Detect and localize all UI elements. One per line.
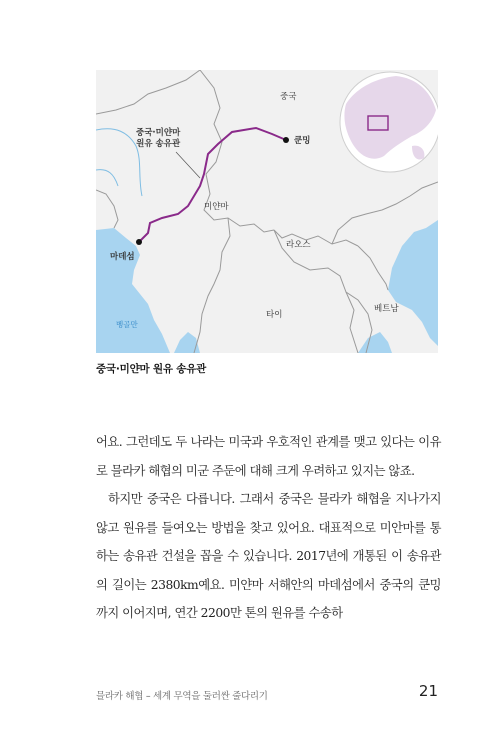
- label-myanmar: 미얀마: [204, 202, 229, 212]
- body-text: [96, 428, 441, 628]
- label-laos: 라오스: [286, 240, 311, 250]
- label-pipeline: 중국·미얀마 원유 송유관: [136, 128, 181, 149]
- label-bay-of-bengal: 벵골만: [116, 320, 138, 329]
- label-thailand: 타이: [266, 310, 283, 320]
- label-vietnam: 베트남: [374, 304, 399, 314]
- running-title: 믈라카 해협 – 세계 무역을 둘러싼 줄다리기: [96, 691, 268, 702]
- paragraph-2: 하지만 중국은 다릅니다. 그래서 중국은 믈라카 해협을 지나가지 않고 원유를 들여오는 방법을 찾고 있어요. 대표적으로 미안마를 통하는 송유관 건설을 꼽을 수 있습니다. 2017년에 개통된 이 송유관의 길이는 2380km예요. 미얀마 서해안의 마데섬에서 중국의 쿤밍까지 이어지며, 연간 2200만 톤의 원유를 수송하: [96, 492, 441, 620]
- map-figure: [96, 70, 438, 353]
- label-kyaukphyu: 마데섬: [110, 252, 135, 262]
- label-kunming: 쿤밍: [294, 136, 311, 146]
- kyaukphyu-marker: [136, 239, 142, 245]
- kunming-marker: [283, 137, 289, 143]
- page-number: 21: [418, 682, 438, 700]
- label-china: 중국: [280, 92, 297, 102]
- paragraph-1: 어요. 그런데도 두 나라는 미국과 우호적인 관계를 맺고 있다는 이유로 믈라카 해협의 미군 주둔에 대해 크게 우려하고 있지는 않죠.: [96, 435, 441, 478]
- figure-caption: 중국·미얀마 원유 송유관: [96, 363, 207, 375]
- globe-inset: [340, 72, 438, 172]
